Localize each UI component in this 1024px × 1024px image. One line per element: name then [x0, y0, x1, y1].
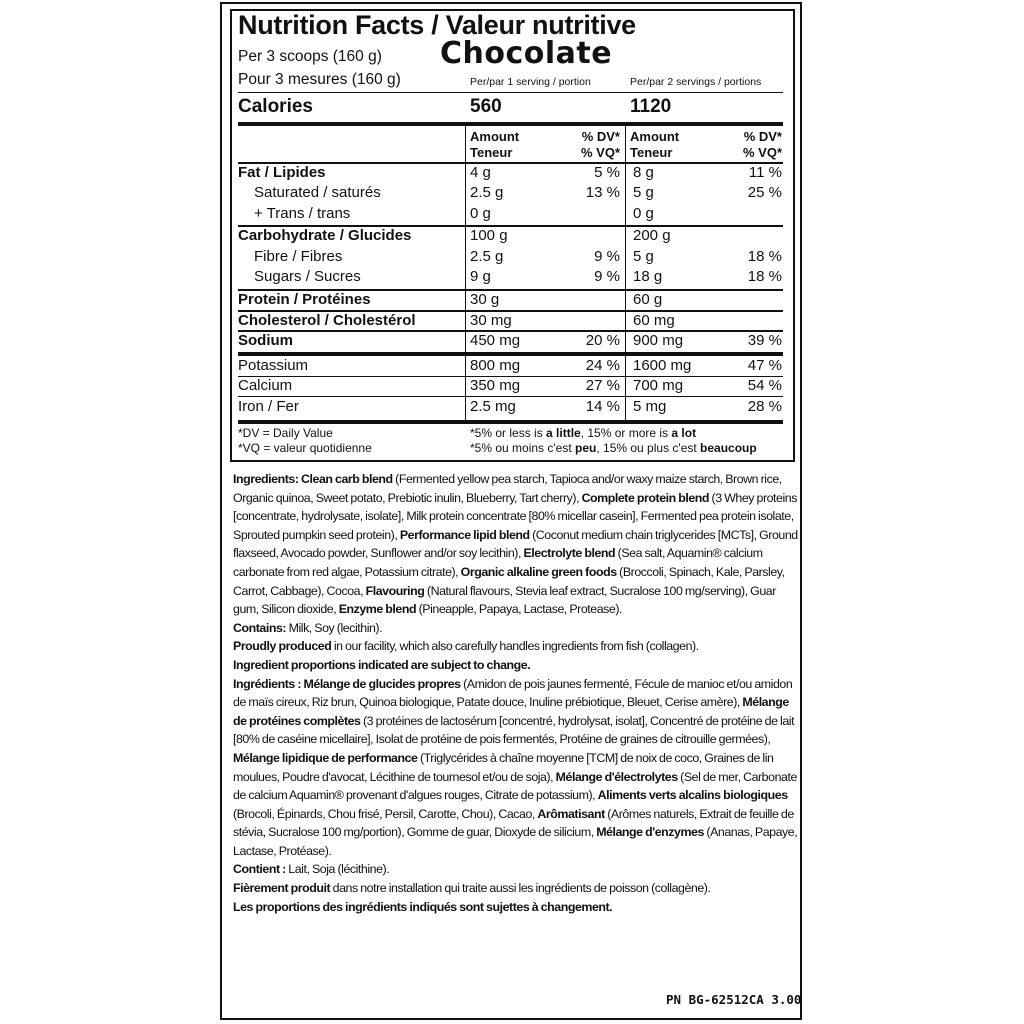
dv-2: 47 % [747, 357, 782, 374]
nutrient-label: Iron / Fer [238, 398, 299, 415]
ingredient-blend-contents: (Fermented yellow pea starch, Tapioca and/or waxy maize starch, Brown rice, Organic quinoa, Sweet potato, Prebiotic inulin, Blueberry, Tart cherry), [233, 472, 782, 505]
proportions-text: Ingredient proportions indicated are subject to change. [233, 657, 531, 672]
footnote-bold: beaucoup [700, 441, 757, 455]
ingredient-blend-name: Clean carb blend [301, 472, 393, 486]
amount-1: 800 mg [470, 357, 521, 374]
footnote-dv: *DV = Daily Value [238, 426, 333, 440]
amount-header-fr: Teneur [630, 145, 673, 160]
calories-value-1: 560 [470, 96, 502, 117]
amount-2: 5 g [633, 184, 654, 201]
contains-en [233, 619, 799, 638]
contains-label: Contains: [233, 620, 287, 635]
amount-1: 30 g [470, 291, 500, 308]
amount-1: 2.5 g [470, 184, 504, 201]
nutrient-label: Sugars / Sucres [254, 268, 361, 285]
column-header-2-servings: Per/par 2 servings / portions [630, 76, 762, 88]
amount-2: 900 mg [633, 332, 684, 349]
dv-2: 18 % [747, 248, 782, 265]
ingredients-label: Ingredients: [233, 472, 299, 486]
ingredient-blend-name: Mélange de glucides propres [303, 676, 461, 691]
amount-2: 1600 mg [633, 357, 692, 374]
dv-2: 25 % [747, 184, 782, 201]
nutrient-label: Calcium [238, 377, 293, 394]
dv-2: 54 % [747, 377, 782, 394]
dv-1: 14 % [585, 398, 620, 415]
amount-header-en: Amount [470, 129, 520, 144]
ingredient-blend-contents: (Ananas, Papaye, Lactase, Protéase). [233, 825, 798, 858]
footnote-bold: peu [575, 441, 597, 455]
footnote-text: *5% or less is [470, 426, 547, 440]
ingredients-section [233, 470, 799, 916]
flavor-name: Chocolate [440, 36, 613, 71]
nutrient-label: Sodium [238, 332, 293, 349]
proportions-en [233, 656, 799, 675]
ingredient-blend-contents: (Sel de mer, Carbonate de calcium Aquamin® provenant d'algues rouges, Citrate de potassium), [233, 769, 797, 803]
ingredient-blend-contents: (Brocoli, Épinards, Chou frisé, Persil, Carotte, Chou), Cacao, [233, 806, 538, 821]
contains-label-fr: Contient : [233, 862, 286, 877]
amount-2: 5 g [633, 248, 654, 265]
part-number: PN BG-62512CA 3.00 [666, 992, 802, 1007]
ingredient-blend-name: Organic alkaline green foods [460, 564, 617, 579]
column-header-1-serving: Per/par 1 serving / portion [470, 76, 591, 88]
dv-1: 24 % [585, 357, 620, 374]
proportions-fr [233, 898, 799, 917]
ingredient-blend-contents: (Natural flavours, Stevia leaf extract, Sucralose 100 mg/serving), Guar gum, Silicon dioxide, [233, 583, 776, 617]
amount-2: 5 mg [633, 398, 667, 415]
calories-value-2: 1120 [630, 96, 672, 117]
dv-1: 5 % [594, 164, 620, 181]
ingredient-blend-name: Arômatisant [537, 806, 605, 821]
amount-2: 60 g [633, 291, 663, 308]
amount-header-2 [630, 129, 679, 161]
dv-header-fr: % VQ* [580, 145, 620, 160]
footnote-text: , 15% ou plus c'est [596, 441, 701, 455]
row-divider [238, 396, 783, 397]
ingredient-blend-name: Complete protein blend [581, 490, 710, 505]
produced-label-fr: Fièrement produit [233, 881, 331, 896]
contains-text: Milk, Soy (lecithin). [286, 620, 383, 635]
produced-text-fr: dans notre installation qui traite aussi les ingrédients de poisson (collagène). [330, 881, 711, 896]
nutrient-label: Fat / Lipides [238, 164, 326, 181]
amount-1: 100 g [470, 227, 508, 244]
nutrient-label: Cholesterol / Cholestérol [238, 312, 416, 329]
ingredient-blend-name: Mélange de protéines complètes [233, 695, 789, 728]
amount-2: 700 mg [633, 377, 684, 394]
dv-2: 39 % [747, 332, 782, 349]
nutrient-label: Protein / Protéines [238, 291, 371, 308]
dv-2: 28 % [747, 398, 782, 415]
amount-1: 350 mg [470, 377, 521, 394]
ingredient-blend-name: Enzyme blend [338, 602, 417, 617]
ingredients-list-en [233, 472, 798, 616]
amount-2: 8 g [633, 164, 654, 181]
nutrient-label: Carbohydrate / Glucides [238, 227, 412, 244]
divider-thin [238, 92, 783, 93]
ingredients-label-fr: Ingrédients : [233, 676, 301, 691]
dv-header-2 [722, 129, 782, 161]
dv-1: 13 % [585, 184, 620, 201]
contains-text-fr: Lait, Soja (lécithine). [285, 862, 390, 877]
amount-2: 0 g [633, 205, 654, 222]
nutrition-facts-title: Nutrition Facts / Valeur nutritive [238, 10, 636, 40]
amount-1: 30 mg [470, 312, 512, 329]
ingredient-blend-name: Flavouring [365, 583, 425, 598]
footnote-dv-guide-en [470, 426, 696, 441]
footnote-dv-guide-fr [470, 441, 757, 456]
ingredient-blend-contents: (Pineapple, Papaya, Lactase, Protease). [416, 602, 623, 617]
produced-label: Proudly produced [233, 639, 332, 654]
amount-1: 450 mg [470, 332, 521, 349]
amount-2: 200 g [633, 227, 671, 244]
ingredient-blend-contents: (3 protéines de lactosérum [concentré, hydrolysat, isolat], Concentré de protéine de lait [80% de caséine micellaire], Isolat de protéine de pois fermentés, Protéine de graines de citrouille germées), [233, 713, 795, 747]
amount-2: 18 g [633, 268, 663, 285]
ingredients-en [233, 470, 799, 619]
footnote-text: *5% ou moins c'est [470, 441, 576, 455]
ingredient-blend-contents: (Amidon de pois jaunes fermenté, Fécule de manioc et/ou amidon de maïs cireux, Riz brun, Quinoa biologique, Patate douce, Inuline prébiotique, Bleuet, Cerise amère), [233, 676, 793, 710]
dv-header-1 [560, 129, 620, 161]
dv-1: 20 % [585, 332, 620, 349]
produced-text: in our facility, which also carefully handles ingredients from fish (collagen). [331, 639, 699, 654]
nutrient-label: + Trans / trans [254, 205, 351, 222]
dv-header-fr: % VQ* [742, 145, 782, 160]
amount-header-en: Amount [630, 129, 680, 144]
dv-header-en: % DV* [743, 129, 782, 144]
divider-thick [238, 122, 783, 126]
contains-fr [233, 860, 799, 879]
footnote-vq: *VQ = valeur quotidienne [238, 441, 372, 455]
dv-1: 27 % [585, 377, 620, 394]
ingredient-blend-contents: (Arômes naturels, Extrait de feuille de stévia, Sucralose 100 mg/portion), Gomme de guar, Dioxyde de silicium, [233, 806, 794, 840]
amount-1: 0 g [470, 205, 491, 222]
ingredients-list-fr [233, 677, 797, 858]
amount-1: 2.5 mg [470, 398, 516, 415]
footnote-bold: a little [546, 426, 581, 440]
ingredient-blend-name: Performance lipid blend [399, 527, 530, 542]
produced-en [233, 637, 799, 656]
produced-fr [233, 879, 799, 898]
divider-thick-bottom [238, 420, 783, 424]
nutrient-label: Fibre / Fibres [254, 248, 343, 265]
dv-1: 9 % [594, 268, 620, 285]
amount-1: 4 g [470, 164, 491, 181]
dv-1: 9 % [594, 248, 620, 265]
ingredient-blend-contents: (Broccoli, Spinach, Kale, Parsley, Carrot, Cabbage), Cocoa, [233, 564, 785, 598]
dv-2: 18 % [747, 268, 782, 285]
row-divider [238, 352, 783, 356]
calories-label: Calories [238, 96, 313, 117]
ingredient-blend-name: Aliments verts alcalins biologiques [597, 788, 788, 803]
dv-header-en: % DV* [581, 129, 620, 144]
amount-1: 9 g [470, 268, 491, 285]
ingredients-fr [233, 675, 799, 861]
ingredient-blend-name: Mélange d'électrolytes [555, 769, 678, 784]
footnote-text: , 15% or more is [580, 426, 672, 440]
ingredient-blend-contents: (Triglycérides à chaîne moyenne [TCM] de noix de coco, Graines de lin moulues, Poudre d'avocat, Lécithine de tournesol et/ou de soja), [233, 750, 774, 784]
ingredient-blend-contents: (Coconut medium chain triglycerides [MCTs], Ground flaxseed, Avocado powder, Sunflower and/or soy lecithin), [233, 527, 798, 561]
ingredient-blend-name: Mélange lipidique de performance [233, 750, 418, 765]
amount-header-1 [470, 129, 519, 161]
ingredient-blend-contents: (Sea salt, Aquamin® calcium carbonate from red algae, Potassium citrate), [233, 546, 763, 579]
serving-size-fr: Pour 3 mesures (160 g) [238, 71, 401, 88]
amount-2: 60 mg [633, 312, 675, 329]
footnote-bold: a lot [671, 426, 697, 440]
nutrient-label: Saturated / saturés [254, 184, 381, 201]
ingredient-blend-name: Mélange d'enzymes [596, 825, 704, 840]
ingredient-blend-name: Electrolyte blend [523, 546, 616, 561]
nutrient-label: Potassium [238, 357, 309, 374]
amount-1: 2.5 g [470, 248, 504, 265]
serving-size-en: Per 3 scoops (160 g) [238, 48, 382, 65]
proportions-text-fr: Les proportions des ingrédients indiqués sont sujettes à changement. [233, 899, 613, 914]
dv-2: 11 % [748, 164, 782, 181]
amount-header-fr: Teneur [470, 145, 513, 160]
ingredient-blend-contents: (3 Whey proteins [concentrate, hydrolysate, isolate], Milk protein concentrate [80% micellar casein], Fermented pea protein isolate, Sprouted pumpkin seed protein), [233, 490, 797, 542]
